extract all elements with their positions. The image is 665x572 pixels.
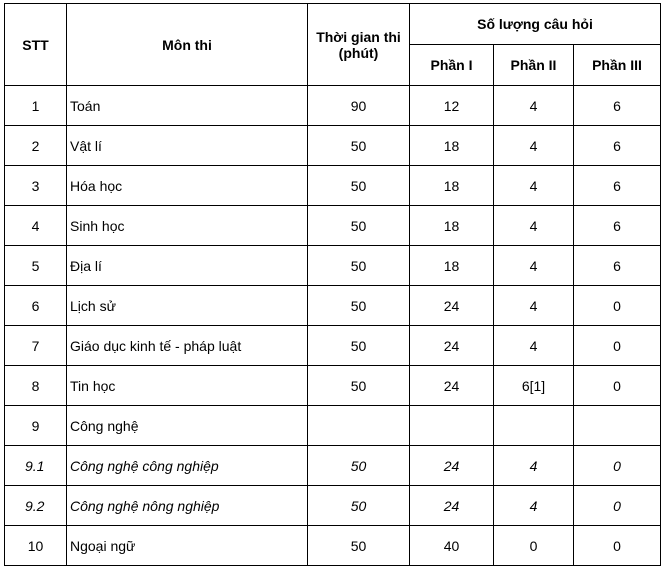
cell-subject: Giáo dục kinh tế - pháp luật — [67, 326, 308, 366]
table-row — [5, 86, 661, 126]
cell-part2: 4 — [494, 206, 574, 246]
header-questions: Số lượng câu hỏi — [410, 4, 661, 45]
cell-stt: 4 — [5, 206, 67, 246]
header-part1: Phần I — [410, 45, 494, 86]
cell-subject: Công nghệ công nghiệp — [67, 446, 308, 486]
cell-stt: 1 — [5, 86, 67, 126]
cell-part3: 0 — [574, 526, 661, 566]
cell-part3: 0 — [574, 326, 661, 366]
cell-stt: 9 — [5, 406, 67, 446]
cell-part2: 4 — [494, 286, 574, 326]
cell-subject: Toán — [67, 86, 308, 126]
cell-duration: 50 — [308, 326, 410, 366]
cell-part2: 6[1] — [494, 366, 574, 406]
table-row — [5, 126, 661, 166]
cell-duration: 90 — [308, 86, 410, 126]
cell-subject: Công nghệ — [67, 406, 308, 446]
cell-duration: 50 — [308, 526, 410, 566]
cell-stt: 9.2 — [5, 486, 67, 526]
cell-part2: 4 — [494, 86, 574, 126]
cell-duration: 50 — [308, 486, 410, 526]
cell-part2: 4 — [494, 446, 574, 486]
table-row — [5, 246, 661, 286]
cell-stt: 10 — [5, 526, 67, 566]
cell-duration — [308, 406, 410, 446]
cell-stt: 7 — [5, 326, 67, 366]
cell-part1: 18 — [410, 126, 494, 166]
cell-part1: 24 — [410, 326, 494, 366]
cell-subject: Sinh học — [67, 206, 308, 246]
cell-part3: 0 — [574, 366, 661, 406]
cell-part2: 4 — [494, 126, 574, 166]
cell-part1: 24 — [410, 486, 494, 526]
cell-duration: 50 — [308, 126, 410, 166]
cell-duration: 50 — [308, 166, 410, 206]
header-row-1 — [5, 4, 661, 45]
cell-duration: 50 — [308, 206, 410, 246]
cell-part3: 0 — [574, 446, 661, 486]
cell-part3: 6 — [574, 126, 661, 166]
cell-subject: Hóa học — [67, 166, 308, 206]
cell-part3: 0 — [574, 486, 661, 526]
cell-part3: 0 — [574, 286, 661, 326]
table-row — [5, 326, 661, 366]
exam-table — [4, 3, 661, 566]
cell-duration: 50 — [308, 366, 410, 406]
cell-part2: 4 — [494, 166, 574, 206]
cell-subject: Ngoại ngữ — [67, 526, 308, 566]
cell-subject: Địa lí — [67, 246, 308, 286]
cell-part3: 6 — [574, 166, 661, 206]
table-row — [5, 166, 661, 206]
cell-duration: 50 — [308, 246, 410, 286]
cell-part1: 40 — [410, 526, 494, 566]
cell-part2: 0 — [494, 526, 574, 566]
cell-part1: 18 — [410, 166, 494, 206]
header-subject: Môn thi — [67, 4, 308, 86]
cell-subject: Vật lí — [67, 126, 308, 166]
header-duration: Thời gian thi (phút) — [308, 4, 410, 86]
cell-part3 — [574, 406, 661, 446]
cell-subject: Lịch sử — [67, 286, 308, 326]
table-row — [5, 286, 661, 326]
cell-duration: 50 — [308, 286, 410, 326]
cell-part2 — [494, 406, 574, 446]
cell-stt: 6 — [5, 286, 67, 326]
cell-stt: 9.1 — [5, 446, 67, 486]
table-row — [5, 206, 661, 246]
cell-stt: 3 — [5, 166, 67, 206]
table-row — [5, 406, 661, 446]
cell-part3: 6 — [574, 246, 661, 286]
cell-part1: 24 — [410, 366, 494, 406]
cell-part3: 6 — [574, 86, 661, 126]
cell-duration: 50 — [308, 446, 410, 486]
cell-part1 — [410, 406, 494, 446]
cell-part3: 6 — [574, 206, 661, 246]
cell-stt: 2 — [5, 126, 67, 166]
table-row — [5, 486, 661, 526]
table-row — [5, 366, 661, 406]
cell-part1: 24 — [410, 286, 494, 326]
cell-subject: Tin học — [67, 366, 308, 406]
cell-subject: Công nghệ nông nghiệp — [67, 486, 308, 526]
header-part2: Phần II — [494, 45, 574, 86]
table-row — [5, 526, 661, 566]
cell-part2: 4 — [494, 326, 574, 366]
cell-part2: 4 — [494, 486, 574, 526]
cell-part2: 4 — [494, 246, 574, 286]
cell-part1: 18 — [410, 206, 494, 246]
header-part3: Phần III — [574, 45, 661, 86]
cell-part1: 18 — [410, 246, 494, 286]
cell-stt: 8 — [5, 366, 67, 406]
header-stt: STT — [5, 4, 67, 86]
cell-stt: 5 — [5, 246, 67, 286]
cell-part1: 12 — [410, 86, 494, 126]
table-row — [5, 446, 661, 486]
cell-part1: 24 — [410, 446, 494, 486]
